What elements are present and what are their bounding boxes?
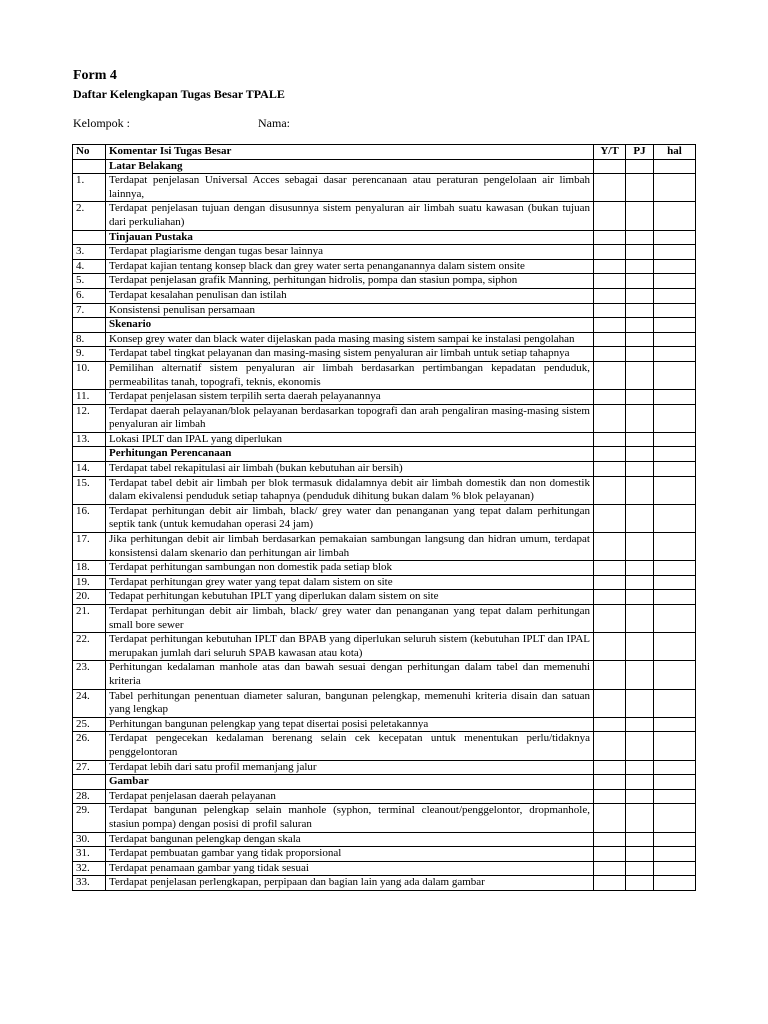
pj-cell[interactable] (626, 661, 654, 689)
row-text: Terdapat daerah pelayanan/blok pelayanan berdasarkan topografi dan arah pengaliran masing-masing sistem penyaluran air limbah (106, 404, 594, 432)
hal-cell[interactable] (654, 159, 696, 174)
pj-cell[interactable] (626, 847, 654, 862)
table-row (73, 245, 696, 260)
table-row (73, 259, 696, 274)
table-row (73, 847, 696, 862)
row-text: Terdapat tabel tingkat pelayanan dan masing-masing sistem penyaluran air limbah untuk setiap tahapnya (106, 347, 594, 362)
table-row (73, 876, 696, 891)
section-row (73, 230, 696, 245)
row-number: 23. (73, 661, 106, 689)
row-text: Terdapat penamaan gambar yang tidak sesuai (106, 861, 594, 876)
section-row (73, 447, 696, 462)
row-number: 17. (73, 533, 106, 561)
row-number (73, 159, 106, 174)
table-row (73, 533, 696, 561)
row-text: Terdapat kesalahan penulisan dan istilah (106, 288, 594, 303)
row-number: 4. (73, 259, 106, 274)
row-number: 26. (73, 732, 106, 760)
yt-cell[interactable] (594, 404, 626, 432)
hal-cell[interactable] (654, 804, 696, 832)
section-title: Skenario (106, 318, 594, 333)
row-text: Perhitungan kedalaman manhole atas dan bawah sesuai dengan perhitungan dalam tabel dan memenuhi kriteria (106, 661, 594, 689)
row-text: Terdapat pembuatan gambar yang tidak proporsional (106, 847, 594, 862)
row-number: 31. (73, 847, 106, 862)
row-number: 7. (73, 303, 106, 318)
pj-cell[interactable] (626, 159, 654, 174)
yt-cell[interactable] (594, 274, 626, 289)
pj-cell[interactable] (626, 876, 654, 891)
yt-cell[interactable] (594, 390, 626, 405)
pj-cell[interactable] (626, 318, 654, 333)
table-row (73, 605, 696, 633)
table-row (73, 832, 696, 847)
pj-cell[interactable] (626, 332, 654, 347)
table-row (73, 590, 696, 605)
section-row (73, 318, 696, 333)
hal-cell[interactable] (654, 202, 696, 230)
hal-cell[interactable] (654, 259, 696, 274)
table-row (73, 504, 696, 532)
row-text: Terdapat bangunan pelengkap dengan skala (106, 832, 594, 847)
row-number: 30. (73, 832, 106, 847)
yt-cell[interactable] (594, 633, 626, 661)
pj-cell[interactable] (626, 259, 654, 274)
hal-cell[interactable] (654, 847, 696, 862)
table-row (73, 361, 696, 389)
hal-cell[interactable] (654, 462, 696, 477)
row-number (73, 447, 106, 462)
pj-cell[interactable] (626, 575, 654, 590)
pj-cell[interactable] (626, 633, 654, 661)
kelompok-label: Kelompok : (73, 116, 130, 130)
yt-cell[interactable] (594, 661, 626, 689)
yt-cell[interactable] (594, 476, 626, 504)
hal-cell[interactable] (654, 404, 696, 432)
pj-cell[interactable] (626, 390, 654, 405)
row-text: Terdapat perhitungan debit air limbah, black/ grey water dan penanganan yang tepat dalam perhitungan small bore sewer (106, 605, 594, 633)
hal-cell[interactable] (654, 661, 696, 689)
row-number (73, 318, 106, 333)
section-row (73, 775, 696, 790)
section-title: Latar Belakang (106, 159, 594, 174)
pj-cell[interactable] (626, 561, 654, 576)
section-row (73, 159, 696, 174)
header-no: No (73, 145, 106, 160)
row-text: Terdapat plagiarisme dengan tugas besar lainnya (106, 245, 594, 260)
table-row (73, 561, 696, 576)
hal-cell[interactable] (654, 347, 696, 362)
row-number: 28. (73, 789, 106, 804)
hal-cell[interactable] (654, 318, 696, 333)
form-subtitle: Daftar Kelengkapan Tugas Besar TPALE (73, 87, 285, 101)
hal-cell[interactable] (654, 274, 696, 289)
checklist-body (73, 159, 696, 890)
yt-cell[interactable] (594, 876, 626, 891)
row-number: 18. (73, 561, 106, 576)
row-text: Terdapat perhitungan kebutuhan IPLT dan BPAB yang diperlukan seluruh sistem (kebutuhan IPLT dan IPAL merupakan jumlah dari seluruh SPAB kawasan atau kota) (106, 633, 594, 661)
row-number: 29. (73, 804, 106, 832)
pj-cell[interactable] (626, 789, 654, 804)
hal-cell[interactable] (654, 605, 696, 633)
pj-cell[interactable] (626, 861, 654, 876)
yt-cell[interactable] (594, 504, 626, 532)
yt-cell[interactable] (594, 575, 626, 590)
row-text: Terdapat penjelasan grafik Manning, perhitungan hidrolis, pompa dan stasiun pompa, siphon (106, 274, 594, 289)
pj-cell[interactable] (626, 202, 654, 230)
yt-cell[interactable] (594, 462, 626, 477)
table-header-row (73, 145, 696, 160)
hal-cell[interactable] (654, 504, 696, 532)
row-number: 15. (73, 476, 106, 504)
pj-cell[interactable] (626, 447, 654, 462)
table-row (73, 432, 696, 447)
table-row (73, 575, 696, 590)
row-text: Terdapat penjelasan daerah pelayanan (106, 789, 594, 804)
table-row (73, 717, 696, 732)
yt-cell[interactable] (594, 159, 626, 174)
table-row (73, 303, 696, 318)
yt-cell[interactable] (594, 847, 626, 862)
table-row (73, 861, 696, 876)
pj-cell[interactable] (626, 432, 654, 447)
yt-cell[interactable] (594, 332, 626, 347)
row-number: 25. (73, 717, 106, 732)
table-row (73, 202, 696, 230)
row-text: Terdapat perhitungan sambungan non domestik pada setiap blok (106, 561, 594, 576)
row-number: 19. (73, 575, 106, 590)
row-number: 22. (73, 633, 106, 661)
row-text: Terdapat penjelasan tujuan dengan disusunnya sistem penyaluran air limbah suatu kawasan (bukan tujuan dari perkuliahan) (106, 202, 594, 230)
hal-cell[interactable] (654, 332, 696, 347)
row-number: 27. (73, 760, 106, 775)
pj-cell[interactable] (626, 303, 654, 318)
row-text: Lokasi IPLT dan IPAL yang diperlukan (106, 432, 594, 447)
row-text: Konsep grey water dan black water dijelaskan pada masing masing sistem sampai ke instalasi pengolahan (106, 332, 594, 347)
pj-cell[interactable] (626, 760, 654, 775)
row-number: 14. (73, 462, 106, 477)
header-komentar: Komentar Isi Tugas Besar (106, 145, 594, 160)
table-row (73, 476, 696, 504)
yt-cell[interactable] (594, 775, 626, 790)
hal-cell[interactable] (654, 633, 696, 661)
yt-cell[interactable] (594, 447, 626, 462)
section-title: Gambar (106, 775, 594, 790)
checklist-table (72, 144, 696, 891)
table-row (73, 789, 696, 804)
yt-cell[interactable] (594, 230, 626, 245)
hal-cell[interactable] (654, 876, 696, 891)
yt-cell[interactable] (594, 789, 626, 804)
row-number (73, 230, 106, 245)
row-number: 21. (73, 605, 106, 633)
row-number: 2. (73, 202, 106, 230)
row-number: 20. (73, 590, 106, 605)
table-row (73, 633, 696, 661)
pj-cell[interactable] (626, 832, 654, 847)
pj-cell[interactable] (626, 288, 654, 303)
row-number: 32. (73, 861, 106, 876)
yt-cell[interactable] (594, 361, 626, 389)
pj-cell[interactable] (626, 504, 654, 532)
nama-label: Nama: (258, 116, 290, 130)
pj-cell[interactable] (626, 245, 654, 260)
row-number: 24. (73, 689, 106, 717)
pj-cell[interactable] (626, 732, 654, 760)
hal-cell[interactable] (654, 533, 696, 561)
hal-cell[interactable] (654, 447, 696, 462)
yt-cell[interactable] (594, 832, 626, 847)
pj-cell[interactable] (626, 404, 654, 432)
row-number: 5. (73, 274, 106, 289)
row-text: Tedapat perhitungan kebutuhan IPLT yang diperlukan dalam sistem on site (106, 590, 594, 605)
yt-cell[interactable] (594, 861, 626, 876)
yt-cell[interactable] (594, 174, 626, 202)
yt-cell[interactable] (594, 689, 626, 717)
row-text: Terdapat pengecekan kedalaman berenang selain cek kecepatan untuk menentukan perlu/tidaknya penggelontoran (106, 732, 594, 760)
table-row (73, 347, 696, 362)
hal-cell[interactable] (654, 689, 696, 717)
hal-cell[interactable] (654, 760, 696, 775)
pj-cell[interactable] (626, 717, 654, 732)
row-number: 9. (73, 347, 106, 362)
yt-cell[interactable] (594, 561, 626, 576)
row-number: 8. (73, 332, 106, 347)
table-row (73, 174, 696, 202)
yt-cell[interactable] (594, 760, 626, 775)
hal-cell[interactable] (654, 432, 696, 447)
table-row (73, 390, 696, 405)
yt-cell[interactable] (594, 318, 626, 333)
table-row (73, 274, 696, 289)
hal-cell[interactable] (654, 789, 696, 804)
row-text: Pemilihan alternatif sistem penyaluran air limbah berdasarkan pertimbangan kepadatan penduduk, permeabilitas tanah, topografi, teknis, ekonomis (106, 361, 594, 389)
table-row (73, 732, 696, 760)
row-text: Terdapat tabel debit air limbah per blok termasuk didalamnya debit air limbah domestik dan non domestik dalam ekivalensi penduduk setiap tahapnya (penduduk dihitung bukan dalam % blok pelayanan) (106, 476, 594, 504)
header-hal: hal (654, 145, 696, 160)
row-text: Terdapat penjelasan sistem terpilih serta daerah pelayanannya (106, 390, 594, 405)
row-text: Terdapat perhitungan grey water yang tepat dalam sistem on site (106, 575, 594, 590)
pj-cell[interactable] (626, 361, 654, 389)
pj-cell[interactable] (626, 462, 654, 477)
row-text: Tabel perhitungan penentuan diameter saluran, bangunan pelengkap, memenuhi kriteria disain dan satuan yang lengkap (106, 689, 594, 717)
table-row (73, 288, 696, 303)
hal-cell[interactable] (654, 361, 696, 389)
hal-cell[interactable] (654, 832, 696, 847)
hal-cell[interactable] (654, 303, 696, 318)
header-pj: PJ (626, 145, 654, 160)
pj-cell[interactable] (626, 347, 654, 362)
pj-cell[interactable] (626, 230, 654, 245)
row-number (73, 775, 106, 790)
table-row (73, 462, 696, 477)
section-title: Perhitungan Perencanaan (106, 447, 594, 462)
table-row (73, 661, 696, 689)
row-text: Terdapat tabel rekapitulasi air limbah (bukan kebutuhan air bersih) (106, 462, 594, 477)
yt-cell[interactable] (594, 804, 626, 832)
table-row (73, 804, 696, 832)
yt-cell[interactable] (594, 347, 626, 362)
hal-cell[interactable] (654, 245, 696, 260)
yt-cell[interactable] (594, 202, 626, 230)
yt-cell[interactable] (594, 732, 626, 760)
yt-cell[interactable] (594, 303, 626, 318)
row-number: 11. (73, 390, 106, 405)
hal-cell[interactable] (654, 732, 696, 760)
hal-cell[interactable] (654, 476, 696, 504)
row-number: 33. (73, 876, 106, 891)
row-text: Terdapat penjelasan perlengkapan, perpipaan dan bagian lain yang ada dalam gambar (106, 876, 594, 891)
hal-cell[interactable] (654, 575, 696, 590)
form-title: Form 4 (73, 68, 117, 83)
pj-cell[interactable] (626, 533, 654, 561)
hal-cell[interactable] (654, 775, 696, 790)
hal-cell[interactable] (654, 717, 696, 732)
yt-cell[interactable] (594, 288, 626, 303)
row-number: 13. (73, 432, 106, 447)
pj-cell[interactable] (626, 605, 654, 633)
row-text: Konsistensi penulisan persamaan (106, 303, 594, 318)
row-text: Terdapat penjelasan Universal Acces sebagai dasar perencanaan atau peraturan pengelolaan air limbah lainnya, (106, 174, 594, 202)
yt-cell[interactable] (594, 432, 626, 447)
row-number: 10. (73, 361, 106, 389)
row-number: 12. (73, 404, 106, 432)
table-row (73, 689, 696, 717)
row-text: Terdapat kajian tentang konsep black dan grey water serta penanganannya dalam sistem onsite (106, 259, 594, 274)
table-row (73, 404, 696, 432)
hal-cell[interactable] (654, 561, 696, 576)
yt-cell[interactable] (594, 259, 626, 274)
hal-cell[interactable] (654, 590, 696, 605)
row-text: Terdapat bangunan pelengkap selain manhole (syphon, terminal cleanout/penggelontor, dropmanhole, stasiun pompa) dengan posisi di profil saluran (106, 804, 594, 832)
yt-cell[interactable] (594, 533, 626, 561)
row-text: Perhitungan bangunan pelengkap yang tepat disertai posisi peletakannya (106, 717, 594, 732)
table-row (73, 332, 696, 347)
pj-cell[interactable] (626, 689, 654, 717)
section-title: Tinjauan Pustaka (106, 230, 594, 245)
pj-cell[interactable] (626, 590, 654, 605)
pj-cell[interactable] (626, 274, 654, 289)
hal-cell[interactable] (654, 861, 696, 876)
row-number: 1. (73, 174, 106, 202)
hal-cell[interactable] (654, 390, 696, 405)
pj-cell[interactable] (626, 804, 654, 832)
pj-cell[interactable] (626, 174, 654, 202)
pj-cell[interactable] (626, 775, 654, 790)
row-text: Terdapat perhitungan debit air limbah, black/ grey water dan penanganan yang tepat dalam perhitungan septik tank (untuk kemudahan operasi 24 jam) (106, 504, 594, 532)
yt-cell[interactable] (594, 245, 626, 260)
row-text: Jika perhitungan debit air limbah berdasarkan pemakaian sambungan langsung dan hidran umum, terdapat konsistensi dalam skenario dan perhitungan air limbah (106, 533, 594, 561)
yt-cell[interactable] (594, 590, 626, 605)
header-yt: Y/T (594, 145, 626, 160)
hal-cell[interactable] (654, 174, 696, 202)
row-text: Terdapat lebih dari satu profil memanjang jalur (106, 760, 594, 775)
hal-cell[interactable] (654, 288, 696, 303)
hal-cell[interactable] (654, 230, 696, 245)
row-number: 3. (73, 245, 106, 260)
row-number: 16. (73, 504, 106, 532)
yt-cell[interactable] (594, 605, 626, 633)
yt-cell[interactable] (594, 717, 626, 732)
pj-cell[interactable] (626, 476, 654, 504)
table-row (73, 760, 696, 775)
row-number: 6. (73, 288, 106, 303)
